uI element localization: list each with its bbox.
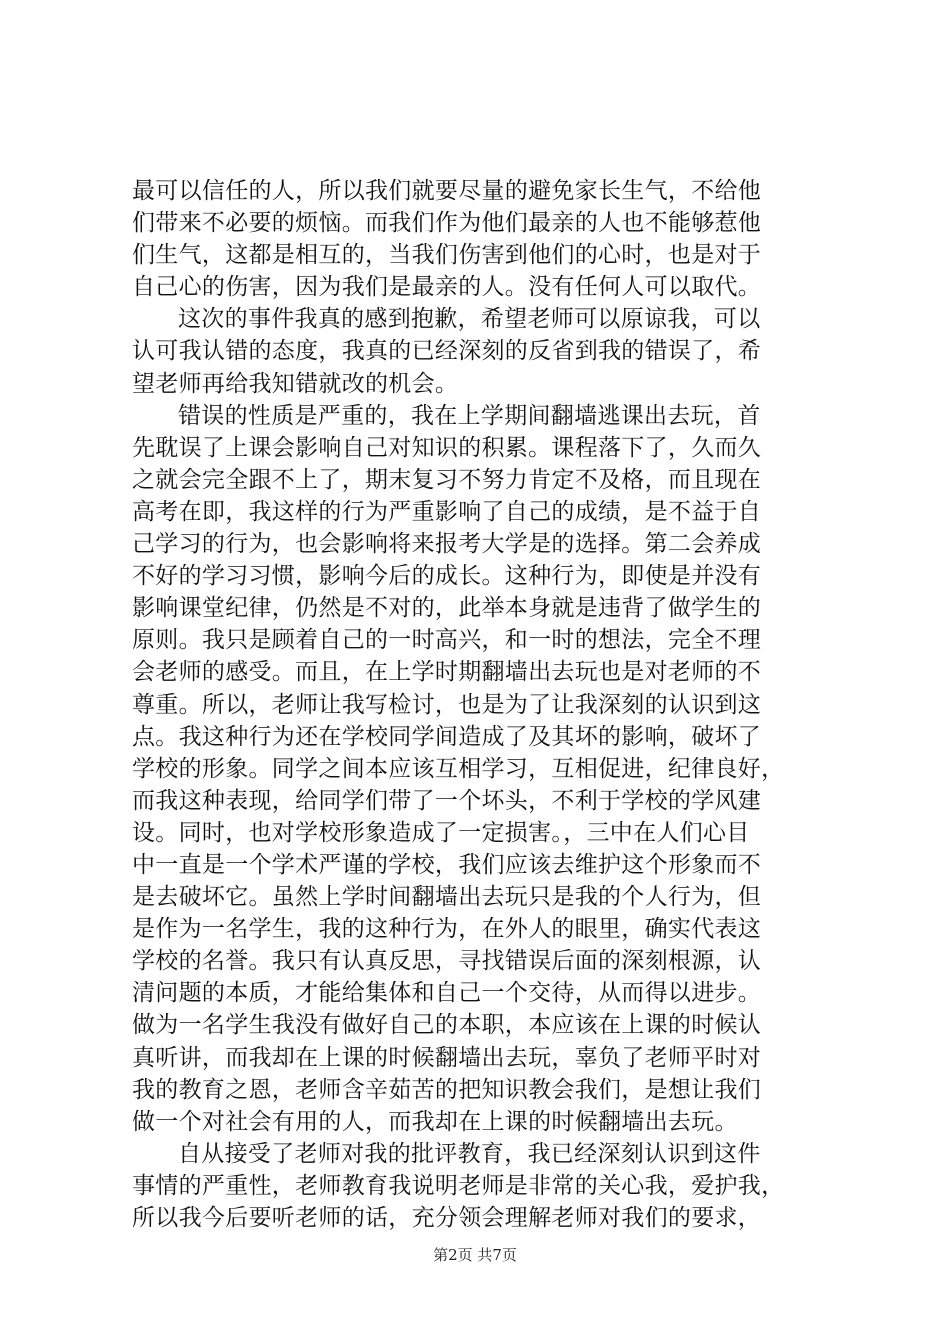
text-line: 真听讲，而我却在上课的时候翻墙出去玩，辜负了老师平时对 — [132, 1044, 762, 1071]
document-body — [132, 175, 832, 1234]
text-line: 们带来不必要的烦恼。而我们作为他们最亲的人也不能够惹他 — [132, 210, 762, 237]
text-line: 这次的事件我真的感到抱歉，希望老师可以原谅我，可以 — [178, 306, 761, 333]
text-line: 尊重。所以，老师让我写检讨，也是为了让我深刻的认识到这 — [132, 691, 762, 718]
text-line: 事情的严重性，老师教育我说明老师是非常的关心我，爱护我， — [132, 1172, 785, 1199]
text-line: 高考在即，我这样的行为严重影响了自己的成绩，是不益于自 — [132, 498, 762, 525]
text-line: 学校的形象。同学之间本应该互相学习，互相促进，纪律良好， — [132, 755, 785, 782]
text-line: 而我这种表现，给同学们带了一个坏头，不利于学校的学风建 — [132, 787, 762, 814]
text-line: 望老师再给我知错就改的机会。 — [132, 370, 459, 397]
text-line: 是作为一名学生，我的这种行为，在外人的眼里，确实代表这 — [132, 916, 762, 943]
page-footer: 第2页 共7页 — [433, 1246, 517, 1264]
text-line: 自己心的伤害，因为我们是最亲的人。没有任何人可以取代。 — [132, 274, 762, 301]
text-line: 错误的性质是严重的，我在上学期间翻墙逃课出去玩，首 — [178, 402, 761, 429]
text-line: 学校的名誉。我只有认真反思，寻找错误后面的深刻根源，认 — [132, 948, 762, 975]
text-line: 们生气，这都是相互的，当我们伤害到他们的心时，也是对于 — [132, 242, 762, 269]
text-line: 自从接受了老师对我的批评教育，我已经深刻认识到这件 — [178, 1140, 761, 1167]
text-line: 清问题的本质，才能给集体和自己一个交待，从而得以进步。 — [132, 980, 762, 1007]
text-line: 认可我认错的态度，我真的已经深刻的反省到我的错误了，希 — [132, 338, 762, 365]
text-line: 做一个对社会有用的人，而我却在上课的时候翻墙出去玩。 — [132, 1108, 738, 1135]
text-line: 先耽误了上课会影响自己对知识的积累。课程落下了，久而久 — [132, 434, 762, 461]
text-line: 影响课堂纪律，仍然是不对的，此举本身就是违背了做学生的 — [132, 595, 762, 622]
text-line: 设。同时，也对学校形象造成了一定损害。，三中在人们心目 — [132, 819, 750, 846]
text-line: 中一直是一个学术严谨的学校，我们应该去维护这个形象而不 — [132, 851, 762, 878]
text-line: 最可以信任的人，所以我们就要尽量的避免家长生气，不给他 — [132, 178, 762, 204]
text-line: 所以我今后要听老师的话，充分领会理解老师对我们的要求， — [132, 1205, 762, 1231]
text-line: 是去破坏它。虽然上学时间翻墙出去玩只是我的个人行为，但 — [132, 884, 762, 911]
text-line: 之就会完全跟不上了，期末复习不努力肯定不及格，而且现在 — [132, 466, 762, 493]
text-line: 我的教育之恩，老师含辛茹苦的把知识教会我们，是想让我们 — [132, 1076, 762, 1103]
text-line: 点。我这种行为还在学校同学间造成了及其坏的影响，破坏了 — [132, 723, 762, 750]
text-line: 会老师的感受。而且，在上学时期翻墙出去玩也是对老师的不 — [132, 659, 762, 686]
text-line: 不好的学习习惯，影响今后的成长。这种行为，即使是并没有 — [132, 563, 762, 590]
text-line: 做为一名学生我没有做好自己的本职，本应该在上课的时候认 — [132, 1012, 762, 1039]
text-line: 原则。我只是顾着自己的一时高兴，和一时的想法，完全不理 — [132, 627, 762, 654]
text-line: 己学习的行为，也会影响将来报考大学是的选择。第二会养成 — [132, 531, 762, 558]
